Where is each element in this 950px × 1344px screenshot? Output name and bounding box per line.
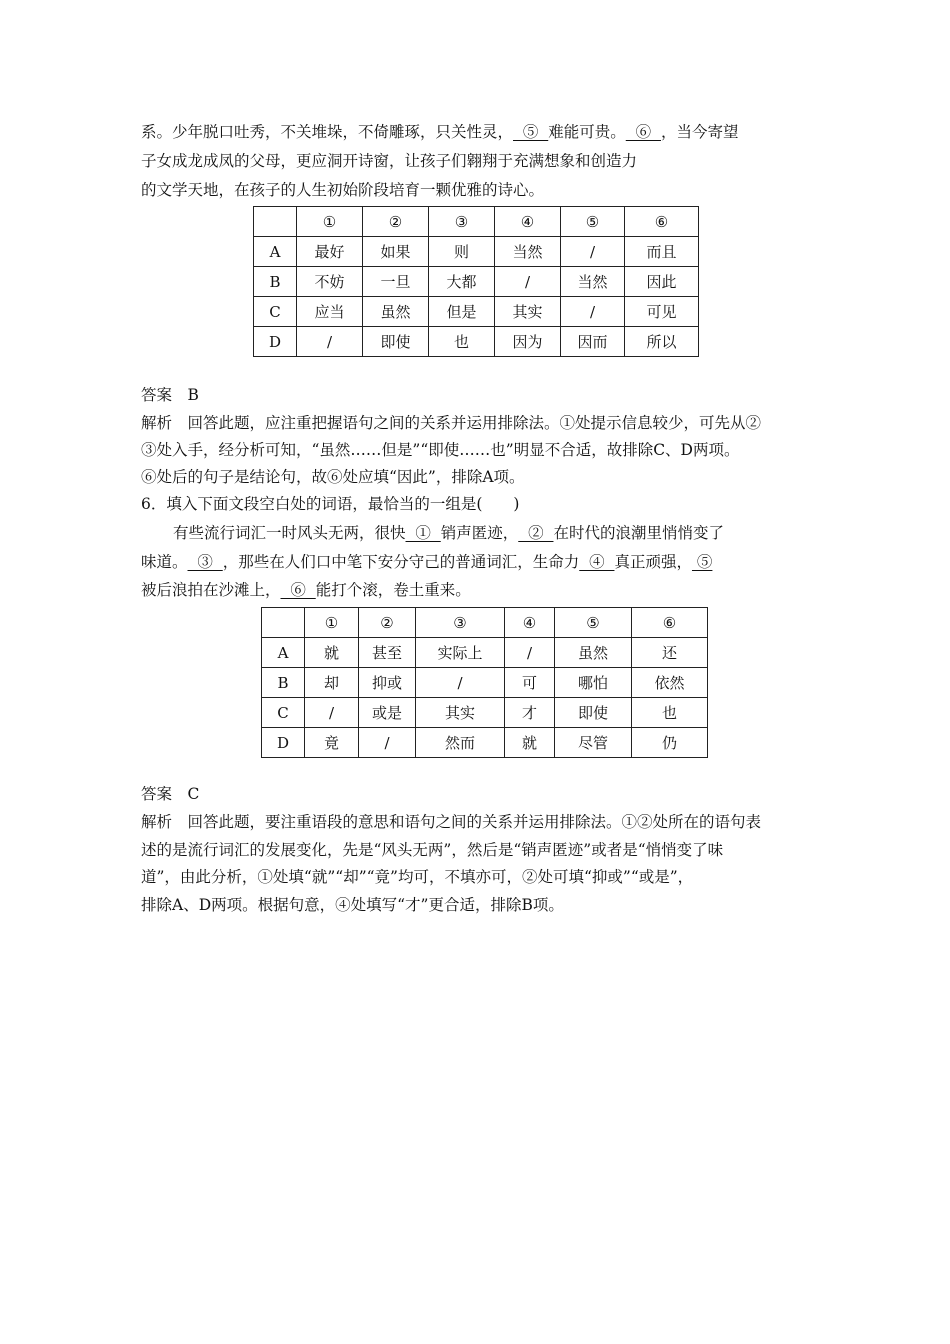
table-cell: 或是 bbox=[359, 698, 416, 728]
table-header-cell: ⑥ bbox=[632, 608, 708, 638]
table-header-row bbox=[262, 608, 708, 638]
table-header-cell: ③ bbox=[416, 608, 505, 638]
table-row bbox=[262, 728, 708, 758]
table-cell: 当然 bbox=[495, 237, 561, 267]
table-header-cell: ④ bbox=[495, 207, 561, 237]
passage-text: 在时代的浪潮里悄悄变了 bbox=[553, 524, 724, 542]
table-cell: 因而 bbox=[561, 327, 625, 357]
table-cell: 即使 bbox=[555, 698, 632, 728]
table-cell: 如果 bbox=[363, 237, 429, 267]
table-row bbox=[262, 698, 708, 728]
table-cell: 还 bbox=[632, 638, 708, 668]
blank-1: ① bbox=[405, 524, 441, 542]
table-cell: / bbox=[505, 638, 555, 668]
table-row bbox=[254, 297, 699, 327]
table-cell: 则 bbox=[429, 237, 495, 267]
table-cell: 大都 bbox=[429, 267, 495, 297]
table-cell: 甚至 bbox=[359, 638, 416, 668]
table-cell: 可见 bbox=[625, 297, 699, 327]
passage-text: 能打个滚，卷土重来。 bbox=[315, 581, 471, 599]
option-label-cell: D bbox=[262, 728, 305, 758]
blank-3: ③ bbox=[187, 553, 223, 571]
table-cell: 所以 bbox=[625, 327, 699, 357]
options-table-q6 bbox=[261, 607, 708, 758]
table-cell: 实际上 bbox=[416, 638, 505, 668]
table-cell: 依然 bbox=[632, 668, 708, 698]
table-row bbox=[262, 638, 708, 668]
table-header-cell: ② bbox=[363, 207, 429, 237]
options-table-q5 bbox=[253, 206, 699, 357]
answer-q6: 答案 C bbox=[141, 785, 200, 803]
table-cell: 因为 bbox=[495, 327, 561, 357]
table-cell: 即使 bbox=[363, 327, 429, 357]
answer-q5: 答案 B bbox=[141, 386, 199, 404]
table-header-row bbox=[254, 207, 699, 237]
passage-text: 被后浪拍在沙滩上， bbox=[141, 581, 281, 599]
passage-text: 有些流行词汇一时风头无两，很快 bbox=[173, 524, 406, 542]
analysis-q6-line: 道”，由此分析，①处填“就”“却”“竟”均可，不填亦可，②处可填“抑或”“或是”， bbox=[141, 868, 694, 886]
table-cell: 就 bbox=[305, 638, 359, 668]
table-row bbox=[262, 668, 708, 698]
option-label-cell: B bbox=[262, 668, 305, 698]
option-label-cell: A bbox=[262, 638, 305, 668]
table-header-cell bbox=[262, 608, 305, 638]
intro-line-3: 的文学天地，在孩子的人生初始阶段培育一颗优雅的诗心。 bbox=[141, 181, 545, 199]
table-cell: 虽然 bbox=[555, 638, 632, 668]
table-cell: / bbox=[359, 728, 416, 758]
passage-text: ，那些在人们口中笔下安分守己的普通词汇，生命力 bbox=[222, 553, 580, 571]
passage-text: 销声匿迹， bbox=[440, 524, 519, 542]
intro-line-1 bbox=[141, 122, 738, 142]
question-6-stem: 6．填入下面文段空白处的词语，最恰当的一组是( ) bbox=[141, 495, 520, 513]
table-cell: 也 bbox=[632, 698, 708, 728]
blank-6: ⑥ bbox=[280, 581, 316, 599]
table-cell: 应当 bbox=[297, 297, 363, 327]
passage-text: 真正顽强， bbox=[614, 553, 692, 571]
analysis-q5-line: 解析 回答此题，应注重把握语句之间的关系并运用排除法。①处提示信息较少，可先从② bbox=[141, 414, 762, 432]
table-cell: 但是 bbox=[429, 297, 495, 327]
blank-5: ⑤ bbox=[691, 553, 713, 571]
table-cell: 其实 bbox=[416, 698, 505, 728]
table-cell: 虽然 bbox=[363, 297, 429, 327]
table-cell: 尽管 bbox=[555, 728, 632, 758]
table-cell: / bbox=[297, 327, 363, 357]
table-row bbox=[254, 237, 699, 267]
analysis-q6-line: 解析 回答此题，要注重语段的意思和语句之间的关系并运用排除法。①②处所在的语句表 bbox=[141, 813, 762, 831]
option-label-cell: B bbox=[254, 267, 297, 297]
table-header-cell bbox=[254, 207, 297, 237]
option-label-cell: D bbox=[254, 327, 297, 357]
table-cell: 抑或 bbox=[359, 668, 416, 698]
table-cell: 不妨 bbox=[297, 267, 363, 297]
q6-passage-line-1 bbox=[173, 523, 724, 543]
option-label-cell: C bbox=[254, 297, 297, 327]
option-label-cell: C bbox=[262, 698, 305, 728]
blank-2: ② bbox=[518, 524, 554, 542]
blank-5: ⑤ bbox=[513, 123, 549, 141]
table-cell: 一旦 bbox=[363, 267, 429, 297]
blank-6: ⑥ bbox=[625, 123, 661, 141]
table-cell: 却 bbox=[305, 668, 359, 698]
table-cell: 最好 bbox=[297, 237, 363, 267]
table-cell: 而且 bbox=[625, 237, 699, 267]
intro-line-2: 子女成龙成凤的父母，更应洞开诗窗，让孩子们翱翔于充满想象和创造力 bbox=[141, 152, 638, 170]
table-header-cell: ① bbox=[305, 608, 359, 638]
table-cell: 竟 bbox=[305, 728, 359, 758]
table-row bbox=[254, 327, 699, 357]
table-cell: / bbox=[416, 668, 505, 698]
analysis-q6-line: 排除A、D两项。根据句意，④处填写“才”更合适，排除B项。 bbox=[141, 896, 564, 914]
table-cell: / bbox=[495, 267, 561, 297]
table-cell: 可 bbox=[505, 668, 555, 698]
table-cell: / bbox=[561, 237, 625, 267]
table-cell: 当然 bbox=[561, 267, 625, 297]
blank-4: ④ bbox=[579, 553, 615, 571]
table-header-cell: ④ bbox=[505, 608, 555, 638]
intro-text: 系。少年脱口吐秀，不关堆垛，不倚雕琢，只关性灵， bbox=[141, 123, 514, 141]
table-header-cell: ⑤ bbox=[561, 207, 625, 237]
analysis-q5-line: ③处入手，经分析可知，“虽然……但是”“即使……也”明显不合适，故排除C、D两项。 bbox=[141, 441, 740, 459]
table-cell: 也 bbox=[429, 327, 495, 357]
table-cell: / bbox=[561, 297, 625, 327]
table-header-cell: ③ bbox=[429, 207, 495, 237]
q6-passage-line-2 bbox=[141, 552, 712, 572]
table-header-cell: ② bbox=[359, 608, 416, 638]
intro-text: 难能可贵。 bbox=[548, 123, 626, 141]
q6-passage-line-3 bbox=[141, 580, 471, 600]
table-cell: 其实 bbox=[495, 297, 561, 327]
table-row bbox=[254, 267, 699, 297]
table-cell: 仍 bbox=[632, 728, 708, 758]
analysis-q6-line: 述的是流行词汇的发展变化，先是“风头无两”，然后是“销声匿迹”或者是“悄悄变了味 bbox=[141, 841, 724, 859]
table-cell: / bbox=[305, 698, 359, 728]
table-cell: 因此 bbox=[625, 267, 699, 297]
analysis-q5-line: ⑥处后的句子是结论句，故⑥处应填“因此”，排除A项。 bbox=[141, 468, 525, 486]
table-header-cell: ① bbox=[297, 207, 363, 237]
table-cell: 就 bbox=[505, 728, 555, 758]
passage-text: 味道。 bbox=[141, 553, 188, 571]
table-header-cell: ⑥ bbox=[625, 207, 699, 237]
table-header-cell: ⑤ bbox=[555, 608, 632, 638]
option-label-cell: A bbox=[254, 237, 297, 267]
table-cell: 然而 bbox=[416, 728, 505, 758]
table-cell: 哪怕 bbox=[555, 668, 632, 698]
table-cell: 才 bbox=[505, 698, 555, 728]
intro-text: ，当今寄望 bbox=[660, 123, 739, 141]
